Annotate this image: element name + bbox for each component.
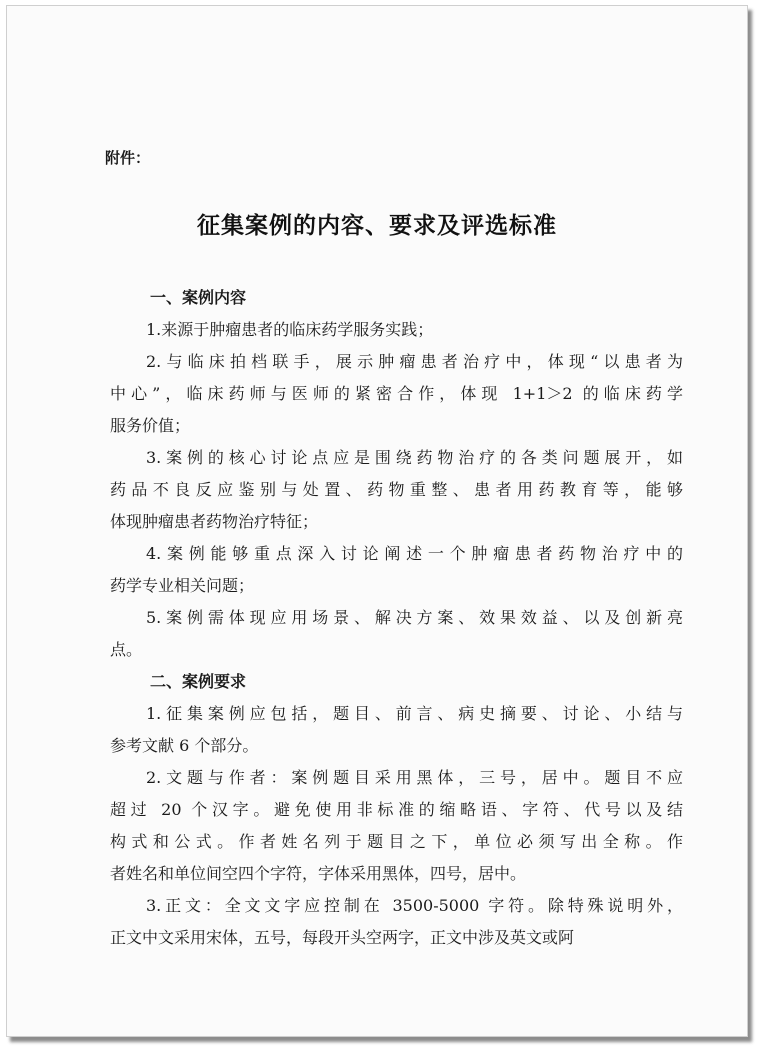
section-heading: 一、案例内容	[150, 288, 247, 307]
paragraph-line: 者姓名和单位间空四个字符，字体采用黑体，四号，居中。	[110, 864, 527, 883]
section-heading: 二、案例要求	[150, 672, 247, 691]
paragraph-line: 3.案例的核心讨论点应是围绕药物治疗的各类问题展开，如	[146, 448, 683, 467]
paragraph-line: 参考文献 6 个部分。	[110, 736, 259, 755]
paragraph-line: 超过 20 个汉字。避免使用非标准的缩略语、字符、代号以及结	[110, 800, 683, 819]
paragraph-line: 构式和公式。作者姓名列于题目之下，单位必须写出全称。作	[110, 832, 683, 851]
document-body	[110, 282, 683, 954]
paragraph-line: 2.文题与作者：案例题目采用黑体，三号，居中。题目不应	[146, 768, 683, 787]
paragraph	[110, 442, 683, 538]
paragraph-line: 正文中文采用宋体，五号，每段开头空两字，正文中涉及英文或阿	[110, 928, 575, 947]
paragraph-line: 点。	[110, 640, 143, 659]
paragraph	[110, 762, 683, 890]
paragraph	[110, 346, 683, 442]
paragraph-line: 1.来源于肿瘤患者的临床药学服务实践；	[146, 320, 434, 339]
paragraph	[110, 314, 683, 346]
document-title: 征集案例的内容、要求及评选标准	[197, 213, 557, 239]
paragraph-line: 中心”，临床药师与医师的紧密合作，体现 1+1＞2 的临床药学	[110, 384, 683, 403]
paragraph	[110, 602, 683, 666]
paragraph-line: 药学专业相关问题；	[110, 576, 255, 595]
paragraph	[110, 890, 683, 954]
paragraph	[110, 698, 683, 762]
paragraph-line: 4.案例能够重点深入讨论阐述一个肿瘤患者药物治疗中的	[146, 544, 683, 563]
paragraph-line: 服务价值；	[110, 416, 191, 435]
paragraph-line: 5.案例需体现应用场景、解决方案、效果效益、以及创新亮	[146, 608, 683, 627]
document-page	[6, 5, 748, 1037]
paragraph-line: 3.正文：全文文字应控制在 3500-5000 字符。除特殊说明外，	[146, 896, 683, 915]
paragraph-line: 体现肿瘤患者药物治疗特征；	[110, 512, 319, 531]
paragraph-line: 1.征集案例应包括，题目、前言、病史摘要、讨论、小结与	[146, 704, 683, 723]
attachment-label: 附件：	[105, 149, 151, 167]
paragraph-line: 药品不良反应鉴别与处置、药物重整、患者用药教育等，能够	[110, 480, 683, 499]
paragraph	[110, 538, 683, 602]
paragraph-line: 2.与临床拍档联手，展示肿瘤患者治疗中，体现“以患者为	[146, 352, 683, 371]
